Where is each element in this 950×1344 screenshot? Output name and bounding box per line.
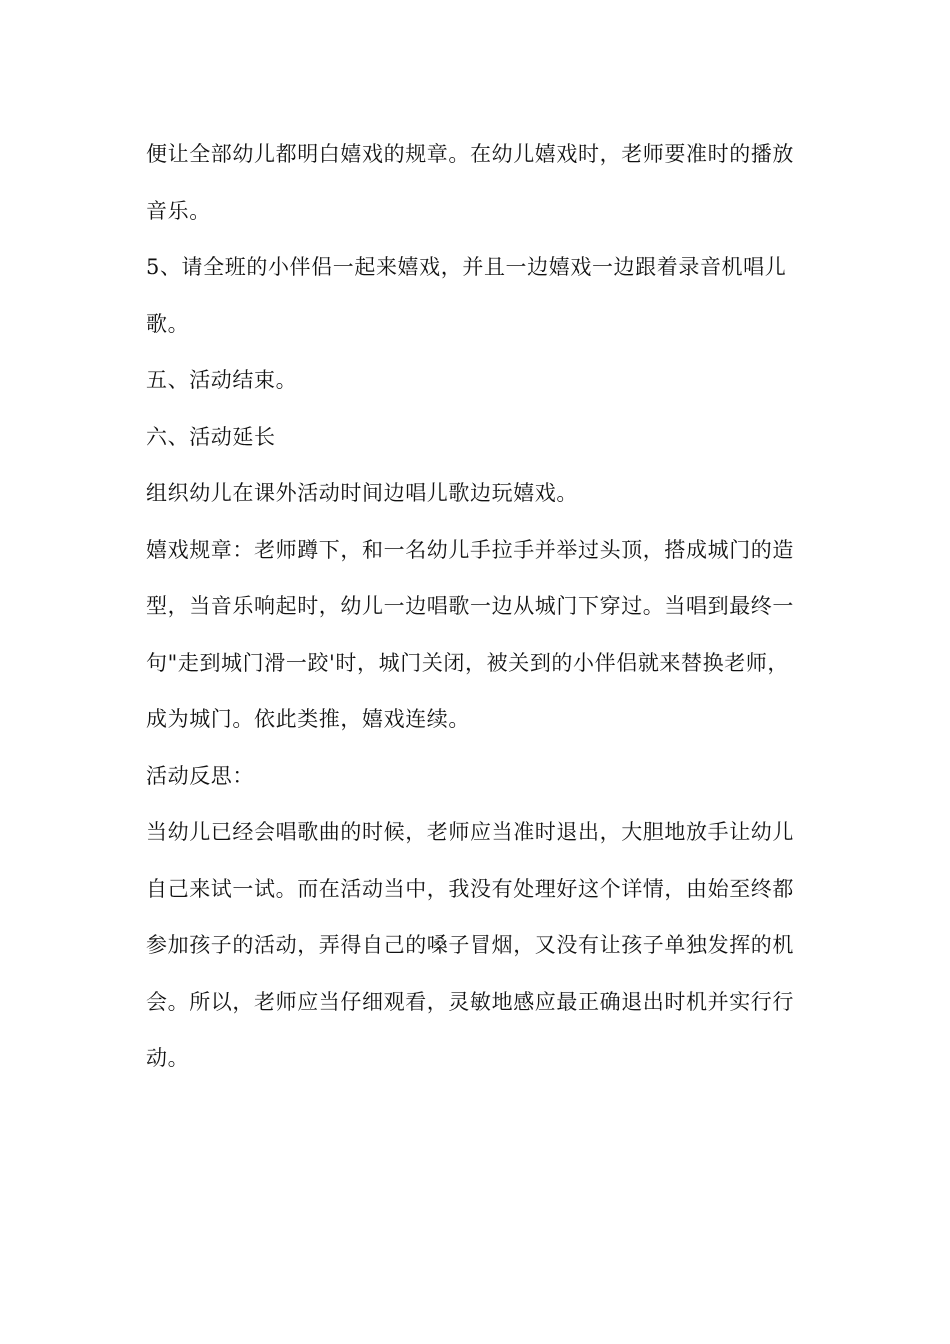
document-body (146, 126, 810, 1087)
paragraph-game-rules: 嬉戏规章：老师蹲下，和一名幼儿手拉手并举过头顶，搭成城门的造型，当音乐响起时，幼儿一边唱歌一边从城门下穿过。当唱到最终一句"走到城门滑一跤'时，城门关闭，被关到的小伴侣就来替换老师，成为城门。依此类推，嬉戏连续。 (146, 537, 794, 731)
heading-activity-reflection: 活动反思： (146, 763, 254, 788)
paragraph-extension-detail: 组织幼儿在课外活动时间边唱儿歌边玩嬉戏。 (146, 481, 578, 505)
heading-activity-end: 五、活动结束。 (146, 368, 298, 392)
paragraph-step-5: 5、请全班的小伴侣一起来嬉戏，并且一边嬉戏一边跟着录音机唱儿歌。 (146, 255, 787, 336)
heading-activity-extension: 六、活动延长 (146, 424, 276, 449)
paragraph-reflection: 当幼儿已经会唱歌曲的时候，老师应当准时退出，大胆地放手让幼儿自己来试一试。而在活动当中，我没有处理好这个详情，由始至终都参加孩子的活动，弄得自己的嗓子冒烟，又没有让孩子单独发挥的机会。所以，老师应当仔细观看，灵敏地感应最正确退出时机并实行行动。 (146, 820, 794, 1070)
paragraph-rules-reminder: 便让全部幼儿都明白嬉戏的规章。在幼儿嬉戏时，老师要准时的播放音乐。 (146, 142, 794, 223)
